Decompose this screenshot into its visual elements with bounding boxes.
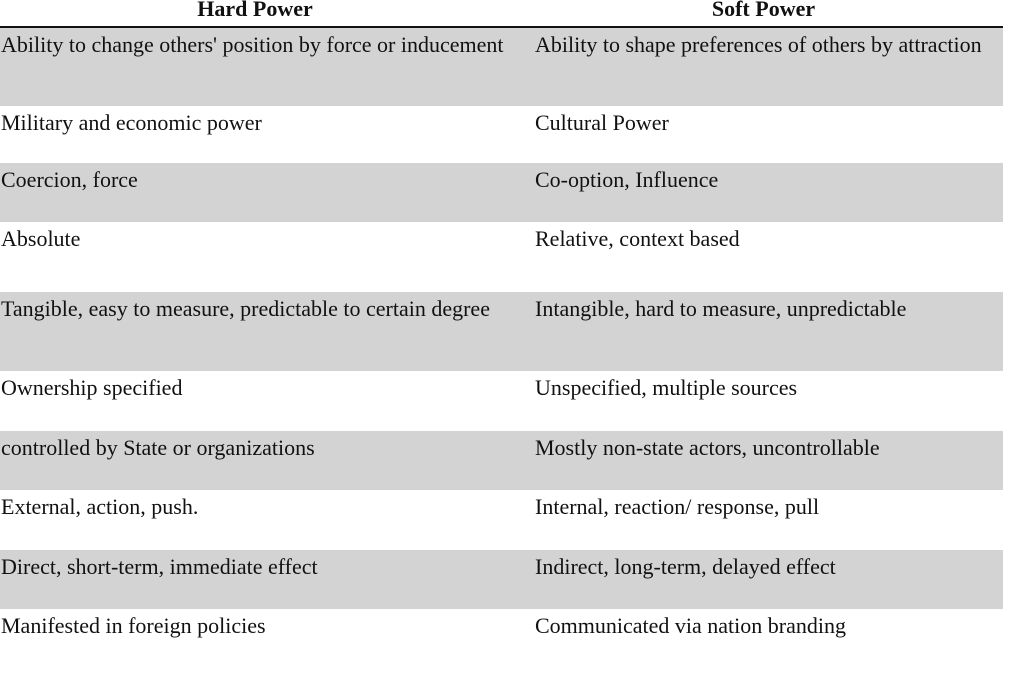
table-row — [0, 292, 1003, 371]
soft-power-cell: Indirect, long-term, delayed effect — [535, 554, 836, 579]
soft-power-cell: Internal, reaction/ response, pull — [535, 494, 820, 519]
table-row — [0, 106, 1003, 163]
table-row — [0, 371, 1003, 431]
soft-power-cell: Relative, context based — [535, 226, 740, 251]
soft-power-cell: Co-option, Influence — [535, 167, 719, 192]
column-header-soft-power: Soft Power — [711, 0, 816, 21]
hard-power-cell: Military and economic power — [1, 110, 262, 135]
soft-power-cell: Communicated via nation branding — [535, 613, 846, 638]
hard-power-cell: Ability to change others' position by force or inducement — [1, 32, 504, 57]
table-row — [0, 550, 1003, 609]
table-row — [0, 222, 1003, 292]
column-header-hard-power: Hard Power — [197, 0, 313, 21]
soft-power-cell: Ability to shape preferences of others by attraction — [535, 32, 982, 57]
hard-power-cell: External, action, push. — [1, 494, 199, 519]
hard-power-cell: Coercion, force — [1, 167, 138, 192]
hard-power-cell: Direct, short-term, immediate effect — [1, 554, 318, 579]
hard-power-cell: Tangible, easy to measure, predictable to certain degree — [1, 296, 490, 321]
table-row — [0, 163, 1003, 222]
table-row — [0, 431, 1003, 490]
table-row — [0, 28, 1003, 106]
hard-power-cell: Ownership specified — [1, 375, 183, 400]
soft-power-cell: Mostly non-state actors, uncontrollable — [535, 435, 880, 460]
soft-power-cell: Unspecified, multiple sources — [535, 375, 798, 400]
table-row — [0, 609, 1003, 667]
hard-power-cell: controlled by State or organizations — [1, 435, 315, 460]
soft-power-cell: Intangible, hard to measure, unpredictable — [535, 296, 907, 321]
table-header — [0, 0, 1003, 28]
soft-power-cell: Cultural Power — [535, 110, 669, 135]
hard-power-cell: Absolute — [1, 226, 81, 251]
table-row — [0, 490, 1003, 550]
hard-power-cell: Manifested in foreign policies — [1, 613, 266, 638]
